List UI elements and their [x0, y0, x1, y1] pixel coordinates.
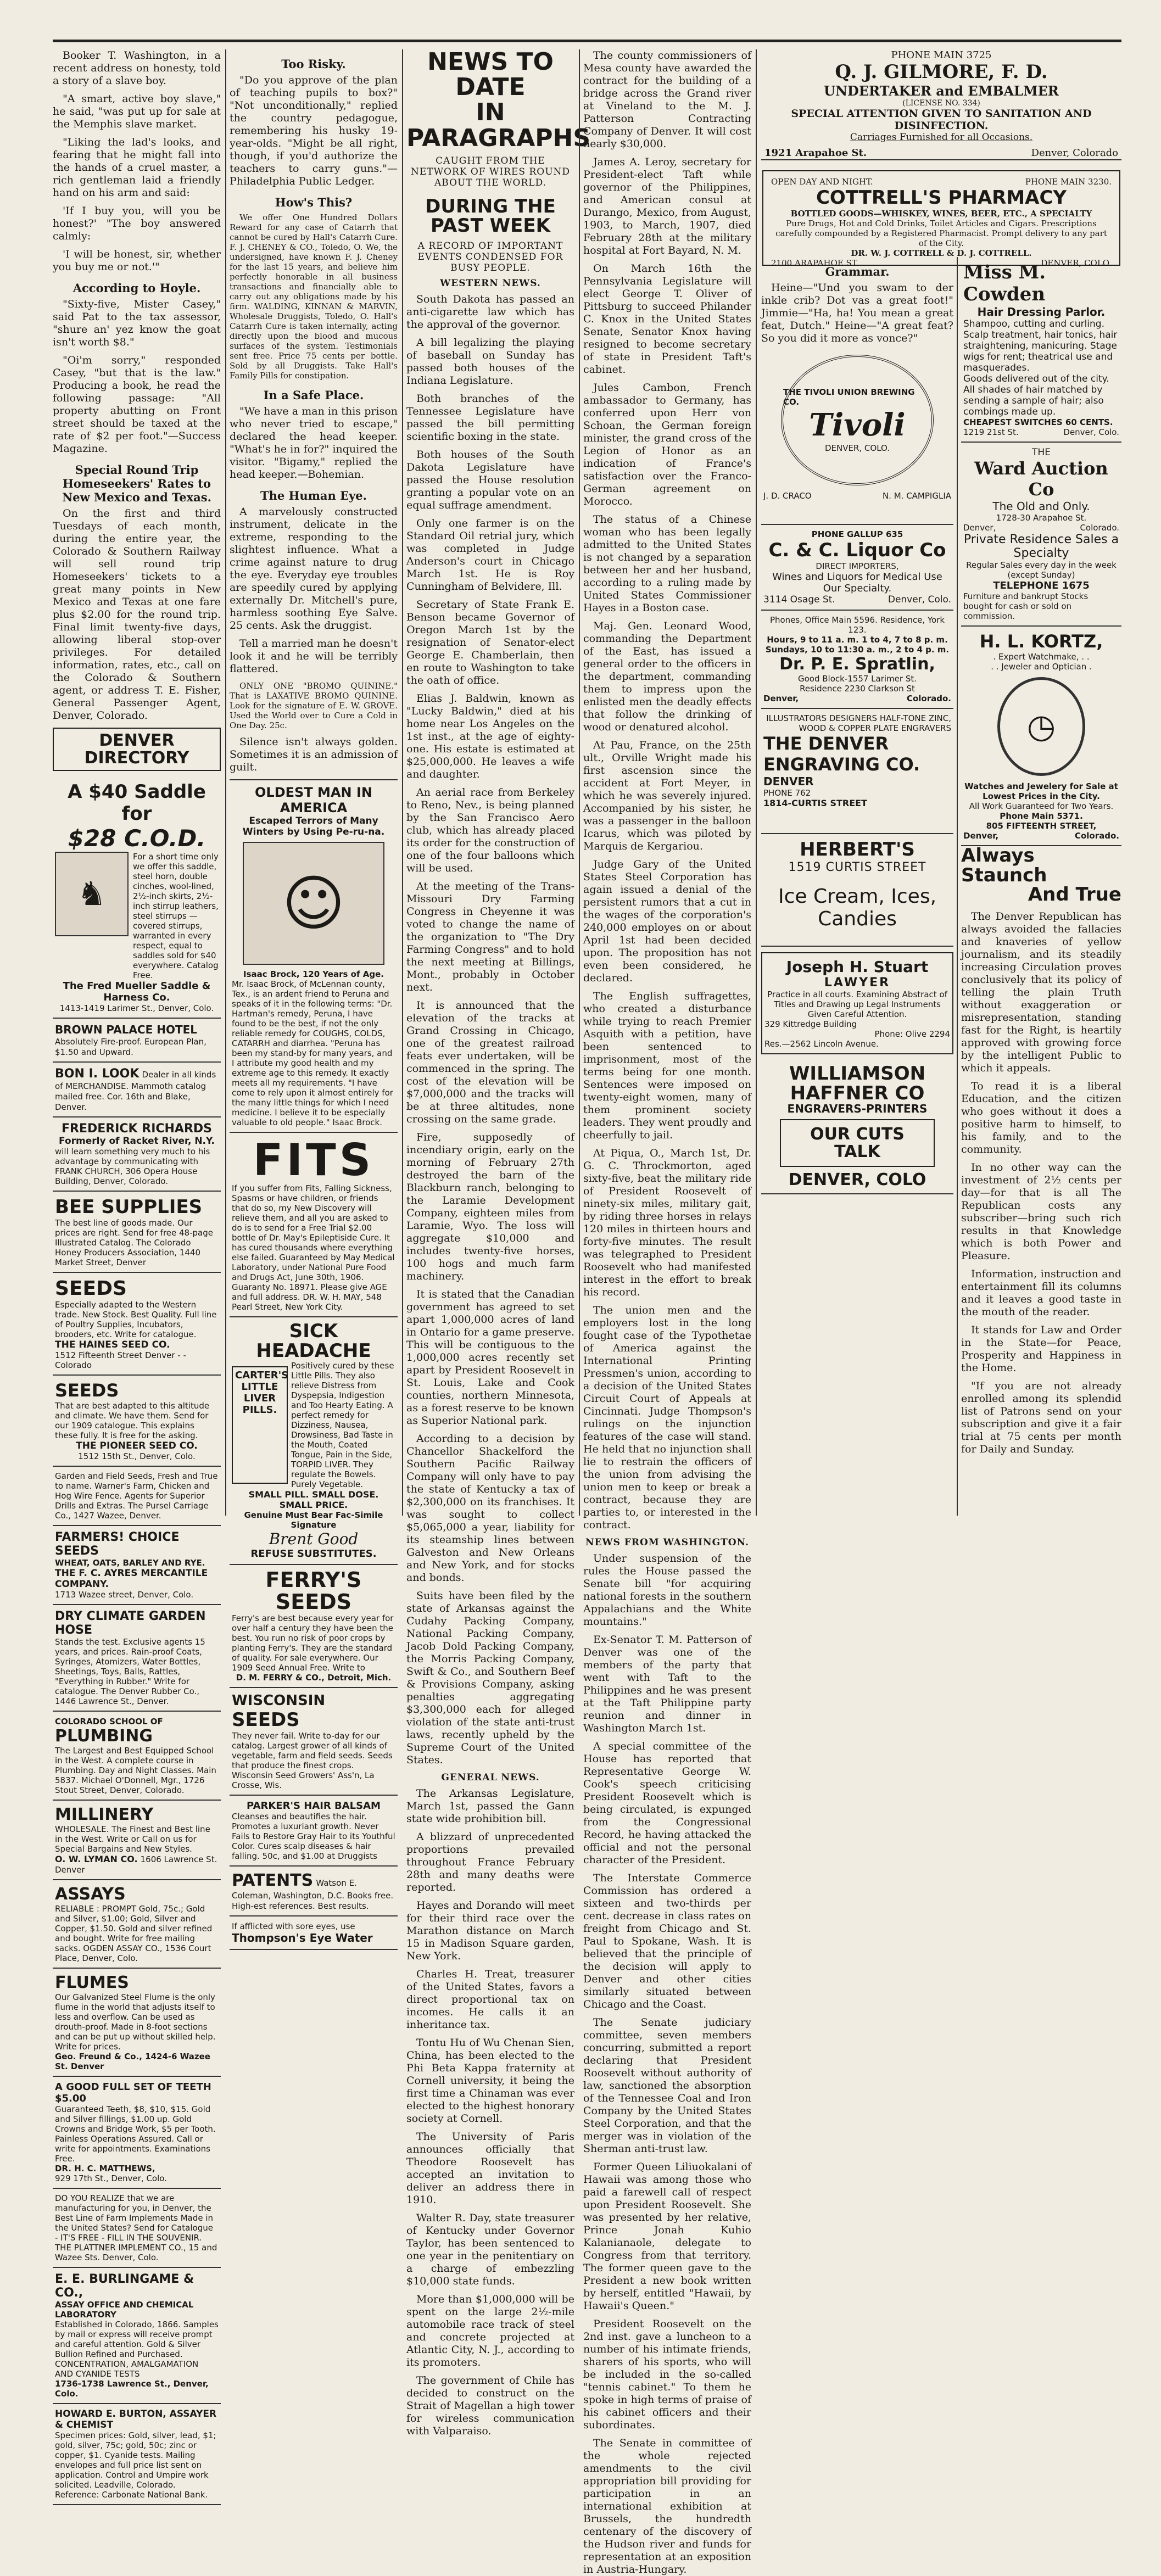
- booker-para: "Liking the lad's looks, and fearing that he might fall into the hands of a cruel master, a rich gentleman laid a friendly hand on his arm and said:: [53, 136, 221, 199]
- farmers-title: FARMERS! CHOICE SEEDS: [55, 1530, 180, 1558]
- haines-seeds-note: Especially adapted to the Western trade. New Stock. Best Quality. Full line of Poultry Supplies, Incubators, brooders, etc. Write for catalogue.: [55, 1300, 217, 1339]
- column-6: [961, 257, 1121, 1516]
- patents-text: Watson E. Coleman, Washington, D.C. Books free. High-est references. Best results.: [232, 1878, 394, 1912]
- tivoli-logo: Tivoli: [809, 407, 906, 443]
- gilmore-license: (LICENSE NO. 334): [902, 99, 980, 108]
- cc-addr: 3114 Osage St.: [763, 594, 835, 605]
- kortz-text: Watches and Jewelery for Sale at Lowest Prices in the City.: [964, 781, 1118, 801]
- haffner-name-2: HAFFNER CO: [790, 1082, 925, 1104]
- stuart-ad: [761, 952, 953, 1054]
- small-pill: SMALL PILL. SMALL DOSE. SMALL PRICE.: [248, 1489, 379, 1511]
- news-para: More than $1,000,000 will be spent on the large 2½-mile automobile race track of steel and concrete projected at Atlantic City, N. J., according to its promoters.: [406, 2293, 574, 2369]
- news-para: James A. Leroy, secretary for President-elect Taft while governor of the Philippines, and American consul at Durango, Mexico, from August, 1903, to March, 1907, died February 28th at the military hospital at Fort Bayard, N. M.: [583, 156, 751, 256]
- news-para: Judge Gary of the United States Steel Corporation has again issued a denial of the persistent rumors that a cut in the wages of the corporation's 240,000 employes on or about April 1st had been decided upon. The proposition has not even been considered, he declared.: [583, 858, 751, 984]
- burlingame-ad: [53, 2268, 221, 2404]
- news-para: Jules Cambon, French ambassador to Germany, has conferred upon Herr von Schoan, the German foreign minister, the grand cross of the Legion of Honor as an indication of France's satisfaction over the Franco-German agreement on Morocco.: [583, 382, 751, 507]
- staunch-para: "If you are not already enrolled among its splendid list of Patrons send on your subscription and give it a fair trial at 75 cents per month for Daily and Sunday.: [961, 1380, 1121, 1456]
- haffner-ad: [761, 1060, 953, 1194]
- saddle-head: A $40 Saddle for: [68, 781, 206, 825]
- silence-para: Silence isn't always golden. Sometimes it is an admission of guilt.: [230, 736, 398, 773]
- flumes-firm: Geo. Freund & Co., 1424-6 Wazee St. Denver: [55, 2052, 210, 2071]
- engraving-note: ILLUSTRATORS DESIGNERS HALF-TONE ZINC, WOOD & COPPER PLATE ENGRAVERS: [766, 713, 951, 733]
- cc-sub: DIRECT IMPORTERS,: [816, 561, 899, 571]
- assays-ad: [53, 1880, 221, 1969]
- hose-ad: [53, 1605, 221, 1712]
- cowden-text: Shampoo, cutting and curling. Scalp treatment, hair tonics, hair straightening, manicuring. Stage wigs for rent; theatrical use and masquerades.: [963, 318, 1118, 373]
- staunch-para: In no other way can the investment of 2½ cents per day—for that is all The Republican costs any subscriber—bring such rich results in that Knowledge which is both Power and Pleasure.: [961, 1161, 1121, 1262]
- hoyle-para: "Sixty-five, Mister Casey," said Pat to the tax assessor, "shure an' yez know the goat isn't worth $8.": [53, 298, 221, 348]
- stuart-sub: LAWYER: [824, 976, 891, 990]
- plumbing-title: PLUMBING: [55, 1726, 153, 1746]
- cottrell-city: DENVER, COLO.: [1041, 258, 1112, 268]
- cc-text: Wines and Liquors for Medical Use Our Specialty.: [772, 571, 942, 594]
- tivoli-city: DENVER, COLO.: [824, 443, 890, 453]
- burton-name: HOWARD E. BURTON, ASSAYER & CHEMIST: [55, 2409, 217, 2430]
- saddle-price: $28 C.O.D.: [68, 825, 206, 852]
- news-para: Tontu Hu of Wu Chenan Sien, China, has been elected to the Phi Beta Kappa fraternity at Cornell university, it being the first time a Chinaman was ever elected to the highest honorary society at Cornell.: [406, 2037, 574, 2125]
- cottrell-name: COTTRELL'S PHARMACY: [816, 187, 1067, 209]
- column-rule: [402, 49, 403, 1516]
- cottrell-sub: BOTTLED GOODS—WHISKEY, WINES, BEER, ETC., A SPECIALTY: [790, 209, 1092, 219]
- pursel-seeds-note: Garden and Field Seeds, Fresh and True to name. Warner's Farm, Chicken and Hog Wire Fence. Agents for Superior Drills and Extras. The Pursel Carriage Co., 1427 Wazee, Denver.: [55, 1471, 218, 1521]
- herbert-ad: [761, 834, 953, 947]
- ferry-firm: D. M. FERRY & CO., Detroit, Mich.: [236, 1673, 392, 1683]
- thompson-title: Thompson's Eye Water: [232, 1931, 373, 1945]
- saddle-addr: 1413-1419 Larimer St., Denver, Colo.: [59, 1003, 214, 1013]
- cowden-addr: 1219 21st St.: [963, 427, 1019, 437]
- booker-para: "A smart, active boy slave," he said, "was put up for sale at the Memphis slave market.: [53, 93, 221, 130]
- staunch-para: It stands for Law and Order in the State—for Peace, Prosperity and Happiness in the Home.: [961, 1324, 1121, 1374]
- news-para: The government of Chile has decided to construct on the Strait of Magellan a high tower for wireless communication with Valparaiso.: [406, 2374, 574, 2438]
- bon-look-note: Dealer in all kinds of MERCHANDISE. Mammoth catalog mailed free. Cor. 16th and Blake, Denver.: [55, 1070, 216, 1112]
- news-para: At Piqua, O., March 1st, Dr. G. C. Throckmorton, aged sixty-five, beat the military ride of President Roosevelt of ninety-six miles, military gait, by riding three horses in relays 120 miles in thirteen hours and forty-five minutes. The result was telegraphed to President Roosevelt who had manifested interest in the effort to break his record.: [583, 1147, 751, 1298]
- quinine-para: ONLY ONE "BROMO QUININE." That is LAXATIVE BROMO QUININE. Look for the signature of E. W. GROVE. Used the World over to Cure a Cold in One Day. 25c.: [230, 681, 398, 730]
- news-para: At Pau, France, on the 25th ult., Orville Wright made his first ascension since the accident at Fort Meyer, in which he was severely injured. Accompanied by his sister, he was a passenger in the balloon Icarus, which was piloted by Marquis de Kergariou.: [583, 739, 751, 852]
- engraving-name-2: ENGRAVING CO.: [763, 754, 920, 775]
- news-para: It is stated that the Canadian government has agreed to set apart 1,000,000 acres of land in Ontario for a game preserve. This will be contiguous to the 1,000,000 acres recently set apart by President Roosevelt in St. Louis, Lake and Cook counties, northern Minnesota, as a forest reserve to be known as Superior National park.: [406, 1288, 574, 1427]
- frederick-note: will learn something very much to his advantage by communicating with FRANK CHURCH, 306 Opera House Building, Denver, Colorado.: [55, 1147, 210, 1186]
- parker-title: PARKER'S HAIR BALSAM: [247, 1800, 381, 1812]
- news-title-2: IN PARAGRAPHS: [406, 98, 591, 152]
- haines-seeds-title: SEEDS: [55, 1277, 127, 1300]
- burlingame-addr: 1736-1738 Lawrence St., Denver, Colo.: [55, 2379, 209, 2399]
- genuine-note: Genuine Must Bear Fac-Simile Signature: [244, 1510, 383, 1530]
- spratlin-block: Good Block-1557 Larimer St.: [797, 674, 917, 684]
- teeth-addr: 929 17th St., Denver, Colo.: [55, 2173, 167, 2183]
- thompson-ad: [230, 1916, 398, 1950]
- news-para: The Interstate Commerce Commission has ordered a sixteen and two-thirds per cent. decrease in class rates on freight from Chicago and St. Paul to Spokane, Wash. It is believed that the principle of the decision will apply to Denver and other cities similarly situated between Chicago and the Coast.: [583, 1872, 751, 2010]
- millinery-addr: 1606 Lawrence St. Denver: [55, 1854, 217, 1875]
- wisconsin-seeds: SEEDS: [232, 1709, 300, 1731]
- news-para: President Roosevelt on the 2nd inst. gave a luncheon to a number of his intimate friends, sharers of his sports, who will be included in the so-called "tennis cabinet." To them he spoke in high terms of praise of his cabinet officers and their subordinates.: [583, 2318, 751, 2431]
- spratlin-ad: [761, 611, 953, 709]
- refuse-note: REFUSE SUBSTITUTES.: [250, 1548, 377, 1560]
- kortz-addr: 805 FIFTEENTH STREET,: [986, 821, 1097, 831]
- hose-note: Stands the test. Exclusive agents 15 years, and prices. Rain-proof Coats, Syringes, Atomizers, Water Bottles, Sheetings, Toys, Balls, Rattles, "Everything in Rubber." Write for catalogue. The Denver Rubber Co., 1446 Lawrence St., Denver.: [55, 1637, 205, 1706]
- cottrell-ad: [762, 170, 1120, 266]
- married-para: Tell a married man he doesn't look it and he will be terribly flattered.: [230, 638, 398, 675]
- haffner-city: DENVER, COLO: [788, 1170, 926, 1190]
- saddle-firm: The Fred Mueller Saddle & Harness Co.: [63, 980, 211, 1003]
- cowden-ad: [961, 257, 1121, 443]
- implements-note: DO YOU REALIZE that we are manufacturing for you, in Denver, the Best Line of Farm Implements Made in the United States? Send for Catalogue - IT'S FREE - FILL IN THE SOUVENIR. THE PLATTNER IMPLEMENT CO., 15 and Wazee Sts. Denver, Colo.: [55, 2193, 217, 2262]
- column-rule: [756, 49, 757, 1516]
- news-para: Fire, supposedly of incendiary origin, early on the morning of February 27th destroyed the barn of the Blackburn ranch, belonging to the Laramie Development Company, eighteen miles from Laramie, Wyo. The loss will aggregate $10,000 and includes twenty-five horses, 100 hogs and much farm machinery.: [406, 1131, 574, 1283]
- general-heading: GENERAL NEWS.: [441, 1772, 540, 1784]
- news-para: An aerial race from Berkeley to Reno, Nev., is being planned by the San Francisco Aero club, which has already placed its order for the construction of one of the four balloons which will be used.: [406, 786, 574, 875]
- news-para: The county commissioners of Mesa county have awarded the contract for the building of a bridge across the Grand river at Vineland to the M. J. Patterson Contracting Company of Denver. It will cost nearly $30,000.: [583, 49, 751, 150]
- farmers-sub: WHEAT, OATS, BARLEY AND RYE.: [55, 1558, 205, 1568]
- carters-logo: CARTER'S LITTLE LIVER PILLS.: [232, 1366, 288, 1484]
- flumes-ad: [53, 1969, 221, 2077]
- flumes-note: Our Galvanized Steel Flume is the only flume in the world that adjusts itself to less and overflow. Can be used as drouth-proof. Made in 8-foot sections and can be put up without skilled help. Write for prices.: [55, 1992, 216, 2052]
- news-para: On March 16th the Pennsylvania Legislature will elect George T. Oliver of Pittsburg to succeed Philander C. Knox in the United States Senate, Senator Knox having resigned to become secretary of state in President Taft's cabinet.: [583, 262, 751, 376]
- farmers-addr: 1713 Wazee street, Denver, Colo.: [55, 1590, 194, 1600]
- cc-right: N. M. CAMPIGLIA: [882, 491, 951, 501]
- western-heading: WESTERN NEWS.: [440, 278, 541, 289]
- hoyle-heading: According to Hoyle.: [72, 281, 201, 295]
- haffner-name-1: WILLIAMSON: [789, 1063, 926, 1085]
- burton-ad: [53, 2404, 221, 2505]
- safe-heading: In a Safe Place.: [263, 388, 364, 402]
- cottrell-addr: 2100 ARAPAHOE ST.: [771, 258, 859, 268]
- gilmore-name: Q. J. GILMORE, F. D.: [835, 61, 1048, 83]
- news-para: The Senate in committee of the whole rejected amendments to the civil appropriation bill providing for participation in an international exhibition at Brussels, the hundredth centenary of the discovery of the Hudson river and funds for representation at an exposition in Austria-Hungary.: [583, 2437, 751, 2575]
- column-rule: [225, 49, 226, 1516]
- toorisky-heading: Too Risky.: [281, 57, 346, 71]
- special-para: On the first and third Tuesdays of each month, during the entire year, the Colorado & Southern Railway will sell round trip Homeseekers' tickets to a great many points in New Mexico and Texas at one fare plus $2.00 for the round trip. Final limit twenty-five days, allowing liberal stop-over privileges. For detailed information, rates, etc., call on the Colorado & Southern agent, or address T. E. Fisher, General Passenger Agent, Denver, Colorado.: [53, 507, 221, 722]
- stuart-name: Joseph H. Stuart: [786, 958, 929, 976]
- bee-ad: [53, 1192, 221, 1273]
- assays-title: ASSAYS: [55, 1885, 126, 1904]
- news-para: Under suspension of the rules the House passed the Senate bill "for acquiring national forests in the southern Appalachians and the White mountains.": [583, 1552, 751, 1628]
- burlingame-sub: ASSAY OFFICE AND CHEMICAL LABORATORY: [55, 2300, 194, 2320]
- news-para: A special committee of the House has reported that Representative George W. Cook's speech criticising President Roosevelt which is being circulated, is expunged from the Congressional Record, he having attacked the official and not the personal character of the President.: [583, 1740, 751, 1866]
- fits-text: If you suffer from Fits, Falling Sickness, Spasms or have children, or friends that do so, my New Discovery will relieve them, and all you are asked to do is to send for a Free Trial $2.00 bottle of Dr. May's Epileptiside Cure. It has cured thousands where everything else failed. Guaranteed by May Medical Laboratory, under National Pure Food and Drugs Act, June 30th, 1906. Guaranty No. 18971. Please give AGE and full address. DR. W. H. MAY, 548 Pearl Street, New York City.: [232, 1183, 395, 1312]
- ward-sub: The Old and Only.: [992, 500, 1090, 513]
- cowden-city: Denver, Colo.: [1063, 427, 1119, 437]
- tivoli-ad: [761, 350, 953, 525]
- ward-text-2: Furniture and bankrupt Stocks bought for cash or sold on commission.: [963, 591, 1089, 621]
- farmers-firm: THE F. C. AYRES MERCANTILE COMPANY.: [55, 1568, 208, 1590]
- news-para: Charles H. Treat, treasurer of the United States, favors a direct proportional tax on incomes. He calls it an inheritance tax.: [406, 1968, 574, 2031]
- spratlin-phones: Phones, Office Main 5596. Residence, York 123.: [769, 615, 945, 635]
- hose-title: DRY CLIMATE GARDEN HOSE: [55, 1610, 206, 1637]
- spratlin-res: Residence 2230 Clarkson St: [800, 684, 915, 694]
- oldest-text: Mr. Isaac Brock, of McLennan county, Tex., is an ardent friend to Peruna and speaks of it in the following terms: "Dr. Hartman's remedy, Peruna, I have found to be the best, if not the only reliable remedy for COUGHS, COLDS, CATARRH and diarrhea. "Peruna has been my stand-by for many years, and I attribute my good health and my extreme age to this remedy. It exactly meets all my requirements. "I have come to rely upon it almost entirely for the many little things for which I need medicine. I believe it to be especially valuable to old people." Isaac Brock.: [232, 979, 393, 1127]
- safe-para: "We have a man in this prison who never tried to escape," declared the head keeper. "What's he in for?" inquired the visitor. "Bigamy," replied the head keeper.—Bohemian.: [230, 405, 398, 480]
- pioneer-seeds-ad: [53, 1376, 221, 1467]
- kortz-state: Colorado.: [1074, 831, 1119, 841]
- cc-ad: [761, 525, 953, 611]
- ward-addr: 1728-30 Arapahoe St.: [996, 513, 1087, 523]
- stuart-text: Practice in all courts. Examining Abstract of Titles and Drawing up Legal Instruments Given Careful Attention.: [767, 990, 947, 1019]
- parker-ad: [230, 1796, 398, 1867]
- stuart-res: Res.—2562 Lincoln Avenue.: [764, 1039, 879, 1049]
- ward-the: THE: [1032, 447, 1051, 458]
- gilmore-ad: [761, 49, 1121, 160]
- herbert-name: HERBERT'S: [800, 839, 915, 860]
- oldest-caption: Isaac Brock, 120 Years of Age.: [243, 969, 384, 979]
- millinery-firm: O. W. LYMAN CO.: [55, 1854, 138, 1864]
- cowden-text-2: Goods delivered out of the city. All shades of hair matched by sending a sample of hair; also combings made up.: [963, 373, 1109, 417]
- news-para: The status of a Chinese woman who has been legally admitted to the United States is not changed by a separation between her and her husband, according to a ruling made by United States Commissioner Hayes in a Boston case.: [583, 513, 751, 614]
- engraving-name-1: THE DENVER: [763, 733, 889, 754]
- human-para: A marvelously constructed instrument, delicate in the extreme, responding to the slightest influence. What a crime against nature to drug the eye. Everyday eye troubles are speedily cured by applying externally Dr. Mitchell's pure, harmless soothing Eye Salve. 25 cents. Ask the druggist.: [230, 506, 398, 632]
- bee-note: The best line of goods made. Our prices are right. Send for free 48-page Illustrated Catalog. The Colorado Honey Producers Association, 1440 Market Street, Denver: [55, 1218, 213, 1267]
- plumbing-note: The Largest and Best Equipped School in the West. A complete course in Plumbing. Day and Night Classes. Main 5837. Michael O'Donnell, Mgr., 1726 Stout Street, Denver, Colorado.: [55, 1746, 216, 1795]
- brown-palace-name: BROWN PALACE HOTEL: [55, 1023, 198, 1036]
- booker-para: 'I will be honest, sir, whether you buy me or not.'": [53, 248, 221, 273]
- millinery-note: WHOLESALE. The Finest and Best line in the West. Write or Call on us for Special Bargains and New Styles.: [55, 1824, 210, 1854]
- kortz-sub-2: . . Jeweler and Optician .: [991, 662, 1092, 672]
- saddle-ad: [53, 776, 221, 1019]
- pursel-seeds-ad: [53, 1467, 221, 1526]
- bon-look-name: BON I. LOOK: [55, 1067, 139, 1081]
- howthis-heading: How's This?: [275, 195, 353, 209]
- news-para: South Dakota has passed an anti-cigarette law which has the approval of the governor.: [406, 293, 574, 331]
- engraving-city: DENVER: [763, 775, 814, 788]
- news-para: Former Queen Liliuokalani of Hawaii was among those who paid a farewell call of respect upon President Roosevelt. She was presented by her relative, Prince Jonah Kuhio Kalanianaole, delegate to Congress from that territory. The former queen gave to the President a new book written by herself, entitled "Hawaii, by Hawaii's Queen.": [583, 2161, 751, 2312]
- engraving-ad: [761, 709, 953, 834]
- hoyle-para: "Oi'm sorry," responded Casey, "but that is the law." Producing a book, he read the following passage: "All property abutting on Front street should be taxed at the rate of $2 per foot."—Success Magazine.: [53, 354, 221, 455]
- news-para: According to a decision by Chancellor Shackelford the Southern Pacific Railway Company will only have to pay the state of Kentucky a tax of $2,300,000 on its franchises. It was sought to collect $5,065,000 a year, liability for its steamship lines between Galveston and New Orleans and New York, and for stocks and bonds.: [406, 1433, 574, 1584]
- cowden-name: Miss M. Cowden: [963, 261, 1046, 305]
- pioneer-seeds-note: That are best adapted to this altitude and climate. We have them. Send for our 1909 catalogue. This explains these fully. It is free for the asking.: [55, 1401, 210, 1440]
- pioneer-seeds-addr: 1512 15th St., Denver, Colo.: [78, 1451, 196, 1461]
- news-para: A blizzard of unprecedented proportions prevailed throughout France February 28th and many deaths were reported.: [406, 1831, 574, 1894]
- burlingame-name: E. E. BURLINGAME & CO.,: [55, 2272, 194, 2300]
- directory-title: DENVER DIRECTORY: [53, 728, 221, 771]
- pioneer-seeds-firm: THE PIONEER SEED CO.: [76, 1440, 198, 1451]
- column-2: [230, 49, 398, 1945]
- news-title-3: DURING THE PAST WEEK: [425, 195, 556, 237]
- news-para: Secretary of State Frank E. Benson became Governor of Oregon March 1st by the resignation of Senator-elect George E. Chamberlain, then en route to Washington to take the oath of office.: [406, 599, 574, 687]
- news-para: The University of Paris announces officially that Theodore Roosevelt has accepted an invitation to deliver an address there in 1910.: [406, 2131, 574, 2206]
- news-para: The Senate judiciary committee, seven members concurring, submitted a report declaring that President Roosevelt without authority of law, sanctioned the absorption of the Tennessee Coal and Iron Company by the United States Steel Corporation, and that the merger was in violation of the Sherman anti-trust law.: [583, 2016, 751, 2155]
- cc-left: J. D. CRACO: [763, 491, 812, 501]
- wisconsin-title: WISCONSIN: [232, 1692, 326, 1709]
- column-4: [583, 49, 751, 2575]
- millinery-ad: [53, 1801, 221, 1880]
- gilmore-sub: UNDERTAKER and EMBALMER: [824, 83, 1059, 99]
- haines-seeds-addr: 1512 Fifteenth Street Denver - - Colorado: [55, 1350, 186, 1370]
- news-sub-2: A RECORD OF IMPORTANT EVENTS CONDENSED FOR BUSY PEOPLE.: [417, 241, 563, 274]
- pioneer-seeds-title: SEEDS: [55, 1380, 119, 1401]
- news-para: The union men and the employers lost in the long fought case of the Typothetae of America against the International Printing Pressmen's union, according to a decision of the United States Circuit Court of Appeals at Cincinnati. Judge Thompson's rulings on the injunction features of the case will stand. He held that no injunction shall lie to restrain the officers of the union from advising the union men to keep or break a contract, because they are parties to, or interested in the contract.: [583, 1304, 751, 1531]
- newspaper-page: [53, 40, 1121, 2575]
- carters-ad: [230, 1317, 398, 1565]
- news-para: Ex-Senator T. M. Patterson of Denver was one of the members of the party that went with Taft to the Philippines and he was present at the Taft Philippine party reunion and dinner in Washington March 1st.: [583, 1634, 751, 1734]
- assays-note: RELIABLE : PROMPT Gold, 75c.; Gold and Silver, $1.00; Gold, Silver and Copper, $1.50. Gold and silver refined and bought. Write for free mailing sacks. OGDEN ASSAY CO., 1536 Court Place, Denver, Colo.: [55, 1904, 213, 1963]
- haines-seeds-firm: THE HAINES SEED CO.: [55, 1339, 170, 1350]
- gilmore-addr: 1921 Arapahoe St.: [764, 147, 867, 159]
- column-3: [406, 48, 591, 2438]
- tivoli-ring: THE TIVOLI UNION BREWING CO.: [783, 387, 915, 407]
- human-heading: The Human Eye.: [260, 489, 367, 502]
- ward-private: Private Residence Sales a Specialty: [963, 533, 1119, 560]
- teeth-head: A GOOD FULL SET OF TEETH $5.00: [55, 2081, 211, 2104]
- ward-text: Regular Sales every day in the week (except Sunday): [966, 560, 1117, 580]
- bee-name: BEE SUPPLIES: [55, 1196, 203, 1218]
- washington-heading: NEWS FROM WASHINGTON.: [585, 1537, 749, 1548]
- cottrell-phone: PHONE MAIN 3230.: [1025, 177, 1112, 187]
- haines-seeds-ad: [53, 1273, 221, 1376]
- brown-palace-ad: [53, 1019, 221, 1063]
- brown-palace-note: Absolutely Fire-proof. European Plan, $1.50 and Upward.: [55, 1037, 206, 1057]
- teeth-firm: DR. H. C. MATTHEWS,: [55, 2164, 155, 2173]
- column-rule: [957, 257, 958, 1516]
- stuart-addr: 329 Kittredge Building: [764, 1019, 857, 1029]
- kortz-ad: [961, 627, 1121, 846]
- spratlin-state: Colorado.: [906, 694, 951, 703]
- column-rule: [579, 49, 580, 1516]
- staunch-title-2: And True: [1028, 884, 1121, 906]
- kortz-phone: Phone Main 5371.: [1000, 811, 1083, 821]
- column-1: [53, 49, 221, 2500]
- tivoli-emblem: [781, 355, 934, 485]
- haffner-cuts: OUR CUTS TALK: [780, 1119, 935, 1167]
- spratlin-city: Denver,: [763, 694, 799, 703]
- booker-para: 'If I buy you, will you be honest?' "The boy answered calmly:: [53, 205, 221, 242]
- patents-ad: [230, 1867, 398, 1916]
- news-title-1: NEWS TO DATE: [427, 48, 554, 102]
- teeth-note: Guaranteed Teeth, $8, $10, $15. Gold and Silver fillings, $1.00 up. Gold Crowns and Bridge Work, $5 per Tooth. Painless Operations Assured. Call or write for appointments. Examinations Free.: [55, 2104, 216, 2164]
- farmers-ad: [53, 1526, 221, 1605]
- spratlin-name: Dr. P. E. Spratlin,: [779, 655, 935, 674]
- staunch-para: The Denver Republican has always avoided the fallacies and knaveries of yellow journalism, and its steadily increasing Circulation proves conclusively that its policy of telling the plain Truth without exaggeration or misrepresentation, standing fast for the Right, is heartily approved with growing force by the intelligent Public to which it appeals.: [961, 910, 1121, 1075]
- column-5: [761, 257, 953, 1516]
- kortz-sub: . Expert Watchmake, . .: [993, 652, 1090, 662]
- burton-note: Specimen prices: Gold, silver, lead, $1; gold, silver, 75c; gold, 50c; zinc or copper, $1. Cyanide tests. Mailing envelopes and full price list sent on application. Control and Umpire work solicited. Leadville, Colorado. Reference: Carbonate National Bank.: [55, 2430, 216, 2500]
- news-para: A bill legalizing the playing of baseball on Sunday has passed both houses of the Indiana Legislature.: [406, 337, 574, 387]
- wisconsin-text: They never fail. Write to-day for our catalog. Largest grower of all kinds of vegetable, farm and field seeds. Seeds that produce the finest crops. Wisconsin Seed Growers' Ass'n, La Crosse, Wis.: [232, 1731, 393, 1791]
- spratlin-hours: Hours, 9 to 11 a. m. 1 to 4, 7 to 8 p. m. Sundays, 10 to 11:30 a. m., 2 to 4 p. m.: [765, 635, 950, 655]
- cottrell-owners: DR. W. J. COTTRELL & D. J. COTTRELL.: [851, 248, 1032, 258]
- cc-phone: PHONE GALLUP 635: [811, 529, 903, 539]
- saddle-text: For a short time only we offer this saddle, steel horn, double cinches, wool-lined, 2½-inch skirts, 2½-inch stirrup leathers, steel stirrups — covered stirrups, warranted in every respect, equal to saddles sold for $40 everywhere. Catalog Free.: [133, 852, 219, 980]
- oldest-title: OLDEST MAN IN AMERICA: [255, 785, 372, 815]
- news-para: Hayes and Dorando will meet for their third race over the Marathon distance on March 15 in Madison Square garden, New York.: [406, 1899, 574, 1963]
- patents-title: PATENTS: [232, 1871, 314, 1891]
- ferry-text: Ferry's are best because every year for over half a century they have been the best. You run no risk of poor crops by planting Ferry's. They are the standard of quality. For sale everywhere. Our 1909 Seed Annual Free. Write to: [232, 1613, 394, 1673]
- top-rule: [53, 40, 1121, 42]
- ferry-ad: [230, 1565, 398, 1688]
- engraving-phone: PHONE 762: [763, 788, 811, 798]
- bon-look-ad: [53, 1063, 221, 1117]
- parker-text: Cleanses and beautifies the hair. Promotes a luxuriant growth. Never Fails to Restore Gray Hair to its Youthful Color. Cures scalp diseases & hair falling. 50c, and $1.00 at Druggists: [232, 1812, 395, 1862]
- ward-state: Colorado.: [1080, 523, 1119, 533]
- saddle-icon: ♞: [55, 852, 129, 936]
- engraving-addr: 1814-CURTIS STREET: [763, 798, 867, 808]
- herbert-addr: 1519 CURTIS STREET: [788, 860, 926, 874]
- staunch-para: Information, instruction and entertainment fill its columns and it leaves a good taste in the mouth of the reader.: [961, 1268, 1121, 1318]
- frederick-name: FREDERICK RICHARDS: [61, 1122, 213, 1136]
- thompson-lead: If afflicted with sore eyes, use: [232, 1921, 355, 1932]
- news-para: Both branches of the Tennessee Legislature have passed the bill permitting scientific boxing in the state.: [406, 393, 574, 443]
- teeth-ad: [53, 2077, 221, 2189]
- special-heading: Special Round Trip Homeseekers' Rates to New Mexico and Texas.: [62, 463, 211, 504]
- implements-ad: [53, 2189, 221, 2268]
- gilmore-carriages: Carriages Furnished for all Occasions.: [850, 132, 1033, 143]
- news-para: Both houses of the South Dakota Legislature have passed the House resolution granting a popular vote on an equal suffrage amendment.: [406, 449, 574, 512]
- staunch-title-1: Always Staunch: [961, 845, 1047, 886]
- cowden-cheap: CHEAPEST SWITCHES 60 CENTS.: [963, 417, 1113, 427]
- gilmore-phone: PHONE MAIN 3725: [891, 49, 992, 61]
- gilmore-special: SPECIAL ATTENTION GIVEN TO SANITATION AND DISINFECTION.: [791, 108, 1092, 132]
- kortz-name: H. L. KORTZ,: [979, 631, 1103, 652]
- oldest-sub: Escaped Terrors of Many Winters by Using Pe-ru-na.: [242, 815, 385, 837]
- frederick-ad: [53, 1117, 221, 1192]
- news-para: Only one farmer is on the Standard Oil retrial jury, which was completed in Judge Anderson's court in Chicago March 1st. He is Roy Cunningham of Belvidere, Ill.: [406, 517, 574, 593]
- news-sub: CAUGHT FROM THE NETWORK OF WIRES ROUND ABOUT THE WORLD.: [410, 155, 571, 188]
- ward-city: Denver,: [963, 523, 996, 533]
- ward-ad: [961, 443, 1121, 627]
- news-para: It is announced that the elevation of the tracks at Grand Crossing in Chicago, one of the greatest railroad feats ever undertaken, will be commenced in the spring. The cost of the elevation will be $7,000,000 and the tracks will be at three altitudes, none crossing on the same grade.: [406, 999, 574, 1126]
- haffner-name-3: ENGRAVERS-PRINTERS: [787, 1102, 928, 1116]
- cottrell-open: OPEN DAY AND NIGHT.: [771, 177, 873, 187]
- sick-title: SICK HEADACHE: [256, 1320, 371, 1362]
- news-para: Suits have been filed by the state of Arkansas against the Cudahy Packing Company, National Packing Company, Jacob Dold Packing Company, the Morris Packing Company, Swift & Co., and Southern Beef & Provisions Company, asking penalties aggregating $3,300,000 each for alleged violation of the state anti-trust laws, recently upheld by the Supreme Court of the United States.: [406, 1590, 574, 1767]
- herbert-goods: Ice Cream, Ices, Candies: [778, 885, 937, 930]
- toorisky-para: "Do you approve of the plan of teaching pupils to box?" "Not unconditionally," replied the country pedagogue, remembering his husky 19-year-olds. "Might be all right, though, if you'd authorize the teachers to carry guns."—Philadelphia Public Ledger.: [230, 74, 398, 187]
- flumes-title: FLUMES: [55, 1973, 129, 1992]
- news-para: The Arkansas Legislature, March 1st, passed the Gann state wide prohibition bill.: [406, 1787, 574, 1825]
- millinery-title: MILLINERY: [55, 1805, 154, 1824]
- cc-name: C. & C. Liquor Co: [768, 539, 946, 561]
- plumbing-school: COLORADO SCHOOL OF: [55, 1717, 163, 1726]
- burlingame-note: Established in Colorado, 1866. Samples by mail or express will receive prompt and careful attention. Gold & Silver Bullion Refined and Purchased. CONCENTRATION, AMALGAMATION AND CYANIDE TESTS: [55, 2320, 219, 2379]
- ward-name: Ward Auction Co: [974, 458, 1108, 500]
- news-para: At the meeting of the Trans-Missouri Dry Farming Congress in Cheyenne it was voted to change the name of the organization to "The Dry Farming Congress" and to hold the next meeting at Billings, Mont., probably in October next.: [406, 880, 574, 994]
- fits-ad: [230, 1133, 398, 1317]
- kortz-city: Denver,: [963, 831, 999, 841]
- staunch-para: To read it is a liberal Education, and the citizen who goes without it does a positive harm to himself, to his family, and to the community.: [961, 1080, 1121, 1156]
- grammar-para: Heine—"Und you swam to der inkle crib? Dot vas a great foot!" Jimmie—"Ha, ha! You mean a great feat, Dutch." Heine—"A great feat? So you did it more as vonce?": [761, 282, 953, 344]
- howthis-para: We offer One Hundred Dollars Reward for any case of Catarrh that cannot be cured by Hall's Catarrh Cure. F. J. CHENEY & CO., Toledo, O. We, the undersigned, have known F. J. Cheney for the last 15 years, and believe him perfectly honorable in all business transactions and financially able to carry out any obligations made by his firm. WALDING, KINNAN & MARVIN, Wholesale Druggists, Toledo, O. Hall's Catarrh Cure is taken internally, acting directly upon the blood and mucous surfaces of the system. Testimonials sent free. Price 75 cents per bottle. Sold by all Druggists. Take Hall's Family Pills for constipation.: [230, 213, 398, 381]
- ferry-title: FERRY'S SEEDS: [265, 1568, 362, 1614]
- ward-phone: TELEPHONE 1675: [993, 580, 1090, 591]
- news-para: Elias J. Baldwin, known as "Lucky Baldwin," died at his home near Los Angeles on the 1st inst., at the age of eighty-one. His estate is estimated at $25,000,000. He leaves a wife and daughter.: [406, 692, 574, 781]
- grammar-heading: Grammar.: [825, 265, 890, 278]
- stuart-phone: Phone: Olive 2294: [874, 1029, 950, 1039]
- plumbing-ad: [53, 1712, 221, 1801]
- cottrell-text: Pure Drugs, Hot and Cold Drinks, Toilet Articles and Cigars. Prescriptions carefully compounded by a Registered Pharmacist. Prompt delivery to any part of the City.: [775, 219, 1107, 248]
- gilmore-city: Denver, Colorado: [1031, 147, 1118, 159]
- news-para: Maj. Gen. Leonard Wood, commanding the Department of the East, has issued a general order to the officers in the department, commanding them to impress upon the enlisted men the deadly effects that follow the drinking of wood or denatured alcohol.: [583, 620, 751, 733]
- cc-city: Denver, Colo.: [888, 594, 951, 605]
- wisconsin-ad: [230, 1688, 398, 1796]
- frederick-sub: Formerly of Racket River, N.Y.: [59, 1136, 215, 1147]
- news-para: The English suffragettes, who created a disturbance while trying to reach Premier Asquith with a petition, have been sentenced to imprisonment, most of the terms being for one month. Sentences were imposed on twenty-eight women, many of them prominent society leaders. They went proudly and cheerfully to jail.: [583, 990, 751, 1141]
- fits-title: FITS: [253, 1135, 375, 1186]
- news-para: Walter R. Day, state treasurer of Kentucky under Governor Taylor, has been sentenced to one year in the penitentiary on a charge of embezzling $10,000 state funds.: [406, 2212, 574, 2288]
- watch-icon: ◷: [997, 677, 1085, 776]
- carters-text: Positively cured by these Little Pills. They also relieve Distress from Dyspepsia, Indigestion and Too Hearty Eating. A perfect remedy for Dizziness, Nausea, Drowsiness, Bad Taste in the Mouth, Coated Tongue, Pain in the Side, TORPID LIVER. They regulate the Bowels. Purely Vegetable.: [291, 1361, 394, 1490]
- signature: Brent Good: [269, 1530, 359, 1549]
- kortz-guar: All Work Guaranteed for Two Years.: [969, 801, 1114, 811]
- cowden-sub: Hair Dressing Parlor.: [977, 305, 1106, 318]
- booker-para: Booker T. Washington, in a recent address on honesty, told a story of a slave boy.: [53, 49, 221, 87]
- portrait-icon: ☺: [243, 842, 384, 965]
- peruna-ad: [230, 779, 398, 1133]
